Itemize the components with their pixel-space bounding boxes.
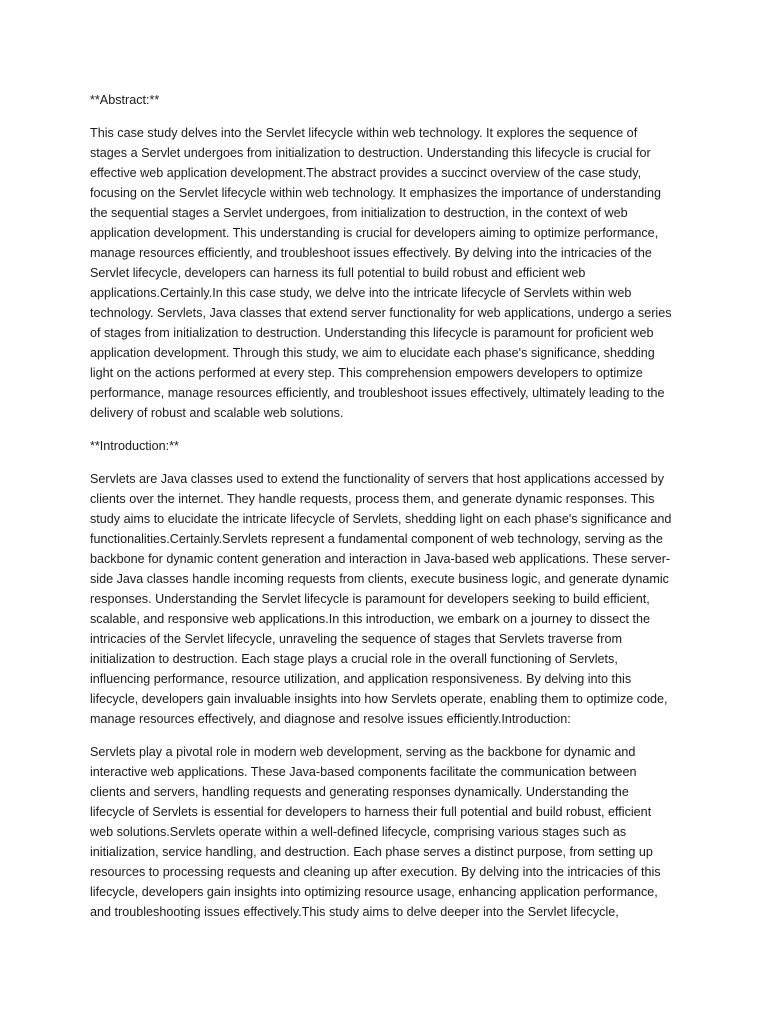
text-line: manage resources effectively, and diagnose and resolve issues efficiently.Introduction: — [90, 712, 571, 726]
text-line: effective web application development.The abstract provides a succinct overview of the case study, — [90, 166, 642, 180]
text-line: clients and servers, handling requests and generating responses dynamically. Understanding the — [90, 785, 629, 799]
text-line: performance, manage resources efficiently, and troubleshoot issues effectively, ultimately leading to the — [90, 386, 665, 400]
text-line: of stages from initialization to destruction. Understanding this lifecycle is paramount for proficient web — [90, 326, 654, 340]
introduction-paragraph — [90, 469, 682, 729]
text-line: and troubleshooting issues effectively.This study aims to delve deeper into the Servlet lifecycle, — [90, 905, 619, 919]
text-line: stages a Servlet undergoes from initialization to destruction. Understanding this lifecycle is crucial for — [90, 146, 651, 160]
text-line: Servlet lifecycle, developers can harness its full potential to build robust and efficient web — [90, 266, 586, 280]
introduction-heading: **Introduction:** — [90, 439, 179, 453]
body-paragraph — [90, 742, 682, 922]
text-line: study aims to elucidate the intricate lifecycle of Servlets, shedding light on each phase's significance and — [90, 512, 672, 526]
text-line: scalable, and responsive web applications.In this introduction, we embark on a journey to dissect the — [90, 612, 651, 626]
text-line: light on the actions performed at every step. This comprehension empowers developers to optimize — [90, 366, 643, 380]
text-line: lifecycle of Servlets is essential for developers to harness their full potential and build robust, efficient — [90, 805, 652, 819]
text-line: interactive web applications. These Java-based components facilitate the communication between — [90, 765, 637, 779]
text-line: initialization, service handling, and destruction. Each phase serves a distinct purpose, from setting up — [90, 845, 653, 859]
text-line: delivery of robust and scalable web solutions. — [90, 406, 344, 420]
text-line: functionalities.Certainly.Servlets represent a fundamental component of web technology, serving as the — [90, 532, 663, 546]
text-line: web solutions.Servlets operate within a well-defined lifecycle, comprising various stages such as — [90, 825, 627, 839]
text-line: manage resources efficiently, and troubleshoot issues effectively. By delving into the intricacies of the — [90, 246, 652, 260]
text-line: lifecycle, developers gain invaluable insights into how Servlets operate, enabling them to optimize code, — [90, 692, 668, 706]
text-line: influencing performance, resource utilization, and application responsiveness. By delving into this — [90, 672, 632, 686]
text-line: technology. Servlets, Java classes that extend server functionality for web applications, undergo a series — [90, 306, 672, 320]
abstract-heading: **Abstract:** — [90, 93, 160, 107]
text-line: resources to processing requests and cleaning up after execution. By delving into the intricacies of this — [90, 865, 661, 879]
text-line: intricacies of the Servlet lifecycle, unraveling the sequence of stages that Servlets traverse from — [90, 632, 622, 646]
abstract-paragraph — [90, 123, 682, 423]
text-line: application development. Through this study, we aim to elucidate each phase's significance, shedding — [90, 346, 655, 360]
text-line: backbone for dynamic content generation and interaction in Java-based web applications. These server- — [90, 552, 671, 566]
text-line: focusing on the Servlet lifecycle within web technology. It emphasizes the importance of understanding — [90, 186, 662, 200]
text-line: This case study delves into the Servlet lifecycle within web technology. It explores the sequence of — [90, 126, 638, 140]
text-line: lifecycle, developers gain insights into optimizing resource usage, enhancing application performance, — [90, 885, 658, 899]
document-content — [90, 90, 682, 935]
text-line: side Java classes handle incoming requests from clients, execute business logic, and generate dynamic — [90, 572, 669, 586]
text-line: Servlets play a pivotal role in modern web development, serving as the backbone for dynamic and — [90, 745, 636, 759]
text-line: the sequential stages a Servlet undergoes, from initialization to destruction, in the context of web — [90, 206, 628, 220]
text-line: clients over the internet. They handle requests, process them, and generate dynamic responses. This — [90, 492, 655, 506]
text-line: Servlets are Java classes used to extend the functionality of servers that host applications accessed by — [90, 472, 665, 486]
text-line: applications.Certainly.In this case study, we delve into the intricate lifecycle of Servlets within web — [90, 286, 632, 300]
text-line: responses. Understanding the Servlet lifecycle is paramount for developers seeking to build efficient, — [90, 592, 650, 606]
text-line: initialization to destruction. Each stage plays a crucial role in the overall functioning of Servlets, — [90, 652, 618, 666]
text-line: application development. This understanding is crucial for developers aiming to optimize performance, — [90, 226, 659, 240]
